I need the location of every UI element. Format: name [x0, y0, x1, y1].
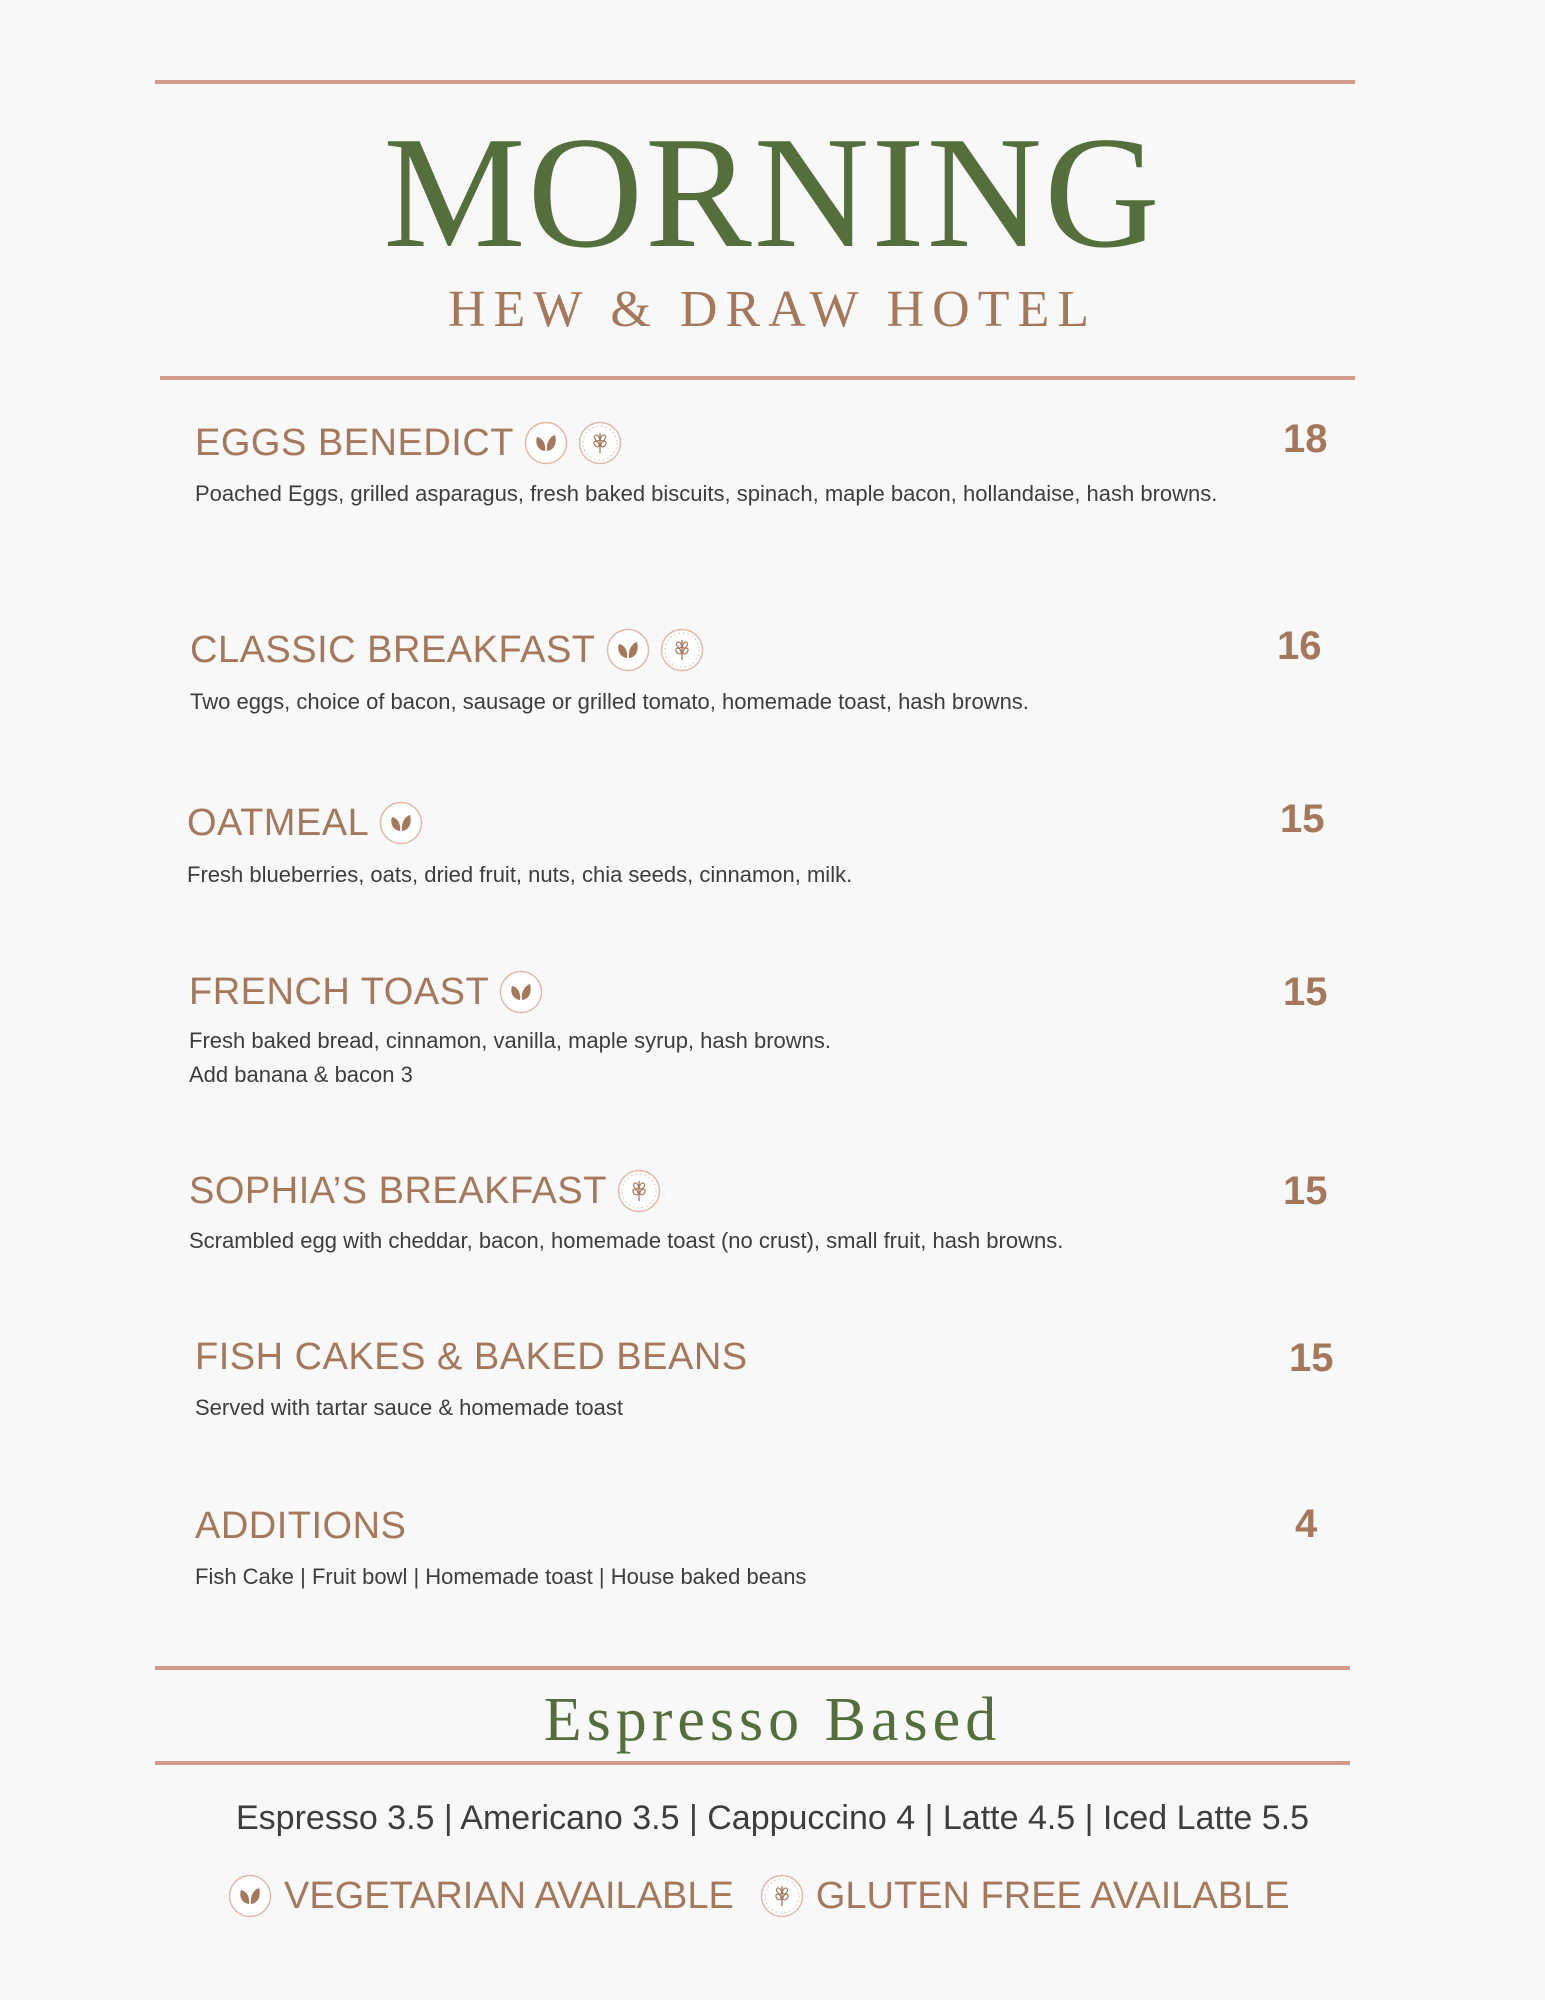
vegetarian-icon [228, 1874, 272, 1918]
menu-item-price: 15 [1289, 1336, 1334, 1380]
vegetarian-icon [379, 801, 423, 845]
top-rule [155, 80, 1355, 84]
header-bottom-rule [160, 376, 1355, 380]
menu-item-name: SOPHIA’S BREAKFAST [189, 1168, 661, 1214]
menu-item-price: 18 [1283, 417, 1328, 461]
menu-item-description: Fresh blueberries, oats, dried fruit, nuts, chia seeds, cinnamon, milk. [187, 862, 853, 887]
menu-item-name: FISH CAKES & BAKED BEANS [195, 1336, 748, 1378]
menu-item-price: 4 [1295, 1502, 1318, 1546]
menu-item-price: 15 [1283, 970, 1328, 1014]
espresso-section-title: Espresso Based [543, 1686, 1002, 1754]
gluten-free-legend-label: GLUTEN FREE AVAILABLE [815, 1874, 1290, 1917]
menu-item-description: Served with tartar sauce & homemade toast [195, 1395, 623, 1420]
gluten-free-icon [578, 421, 622, 465]
menu-item-description: Two eggs, choice of bacon, sausage or grilled tomato, homemade toast, hash browns. [190, 689, 1029, 714]
menu-item-name: EGGS BENEDICT [195, 420, 622, 466]
vegetarian-icon [606, 628, 650, 672]
menu-item-addon: Add banana & bacon 3 [189, 1062, 413, 1087]
menu-item-description: Poached Eggs, grilled asparagus, fresh baked biscuits, spinach, maple bacon, hollandaise, hash browns. [195, 481, 1218, 506]
gluten-free-icon [617, 1169, 661, 1213]
menu-item-name: ADDITIONS [195, 1505, 407, 1547]
espresso-bottom-rule [155, 1761, 1350, 1765]
espresso-drinks-list: Espresso 3.5 | Americano 3.5 | Cappuccino 4 | Latte 4.5 | Iced Latte 5.5 [236, 1799, 1309, 1837]
espresso-top-rule [155, 1666, 1350, 1670]
menu-item-name: OATMEAL [187, 800, 423, 846]
menu-item-price: 16 [1277, 624, 1322, 668]
gluten-free-icon [760, 1874, 804, 1918]
dietary-legend [228, 1874, 1290, 1918]
menu-item-description: Fish Cake | Fruit bowl | Homemade toast | House baked beans [195, 1564, 807, 1589]
menu-item-price: 15 [1283, 1169, 1328, 1213]
menu-item-description: Scrambled egg with cheddar, bacon, homemade toast (no crust), small fruit, hash browns. [189, 1228, 1064, 1253]
gluten-free-icon [660, 628, 704, 672]
menu-item-name: CLASSIC BREAKFAST [190, 627, 704, 673]
hotel-name: HEW & DRAW HOTEL [447, 281, 1098, 338]
menu-item-name: FRENCH TOAST [189, 969, 543, 1015]
vegetarian-icon [499, 970, 543, 1014]
vegetarian-icon [524, 421, 568, 465]
vegetarian-legend-label: VEGETARIAN AVAILABLE [284, 1874, 734, 1917]
menu-title: MORNING [383, 103, 1162, 281]
menu-item-price: 15 [1280, 797, 1325, 841]
menu-item-description: Fresh baked bread, cinnamon, vanilla, maple syrup, hash browns. [189, 1028, 832, 1053]
